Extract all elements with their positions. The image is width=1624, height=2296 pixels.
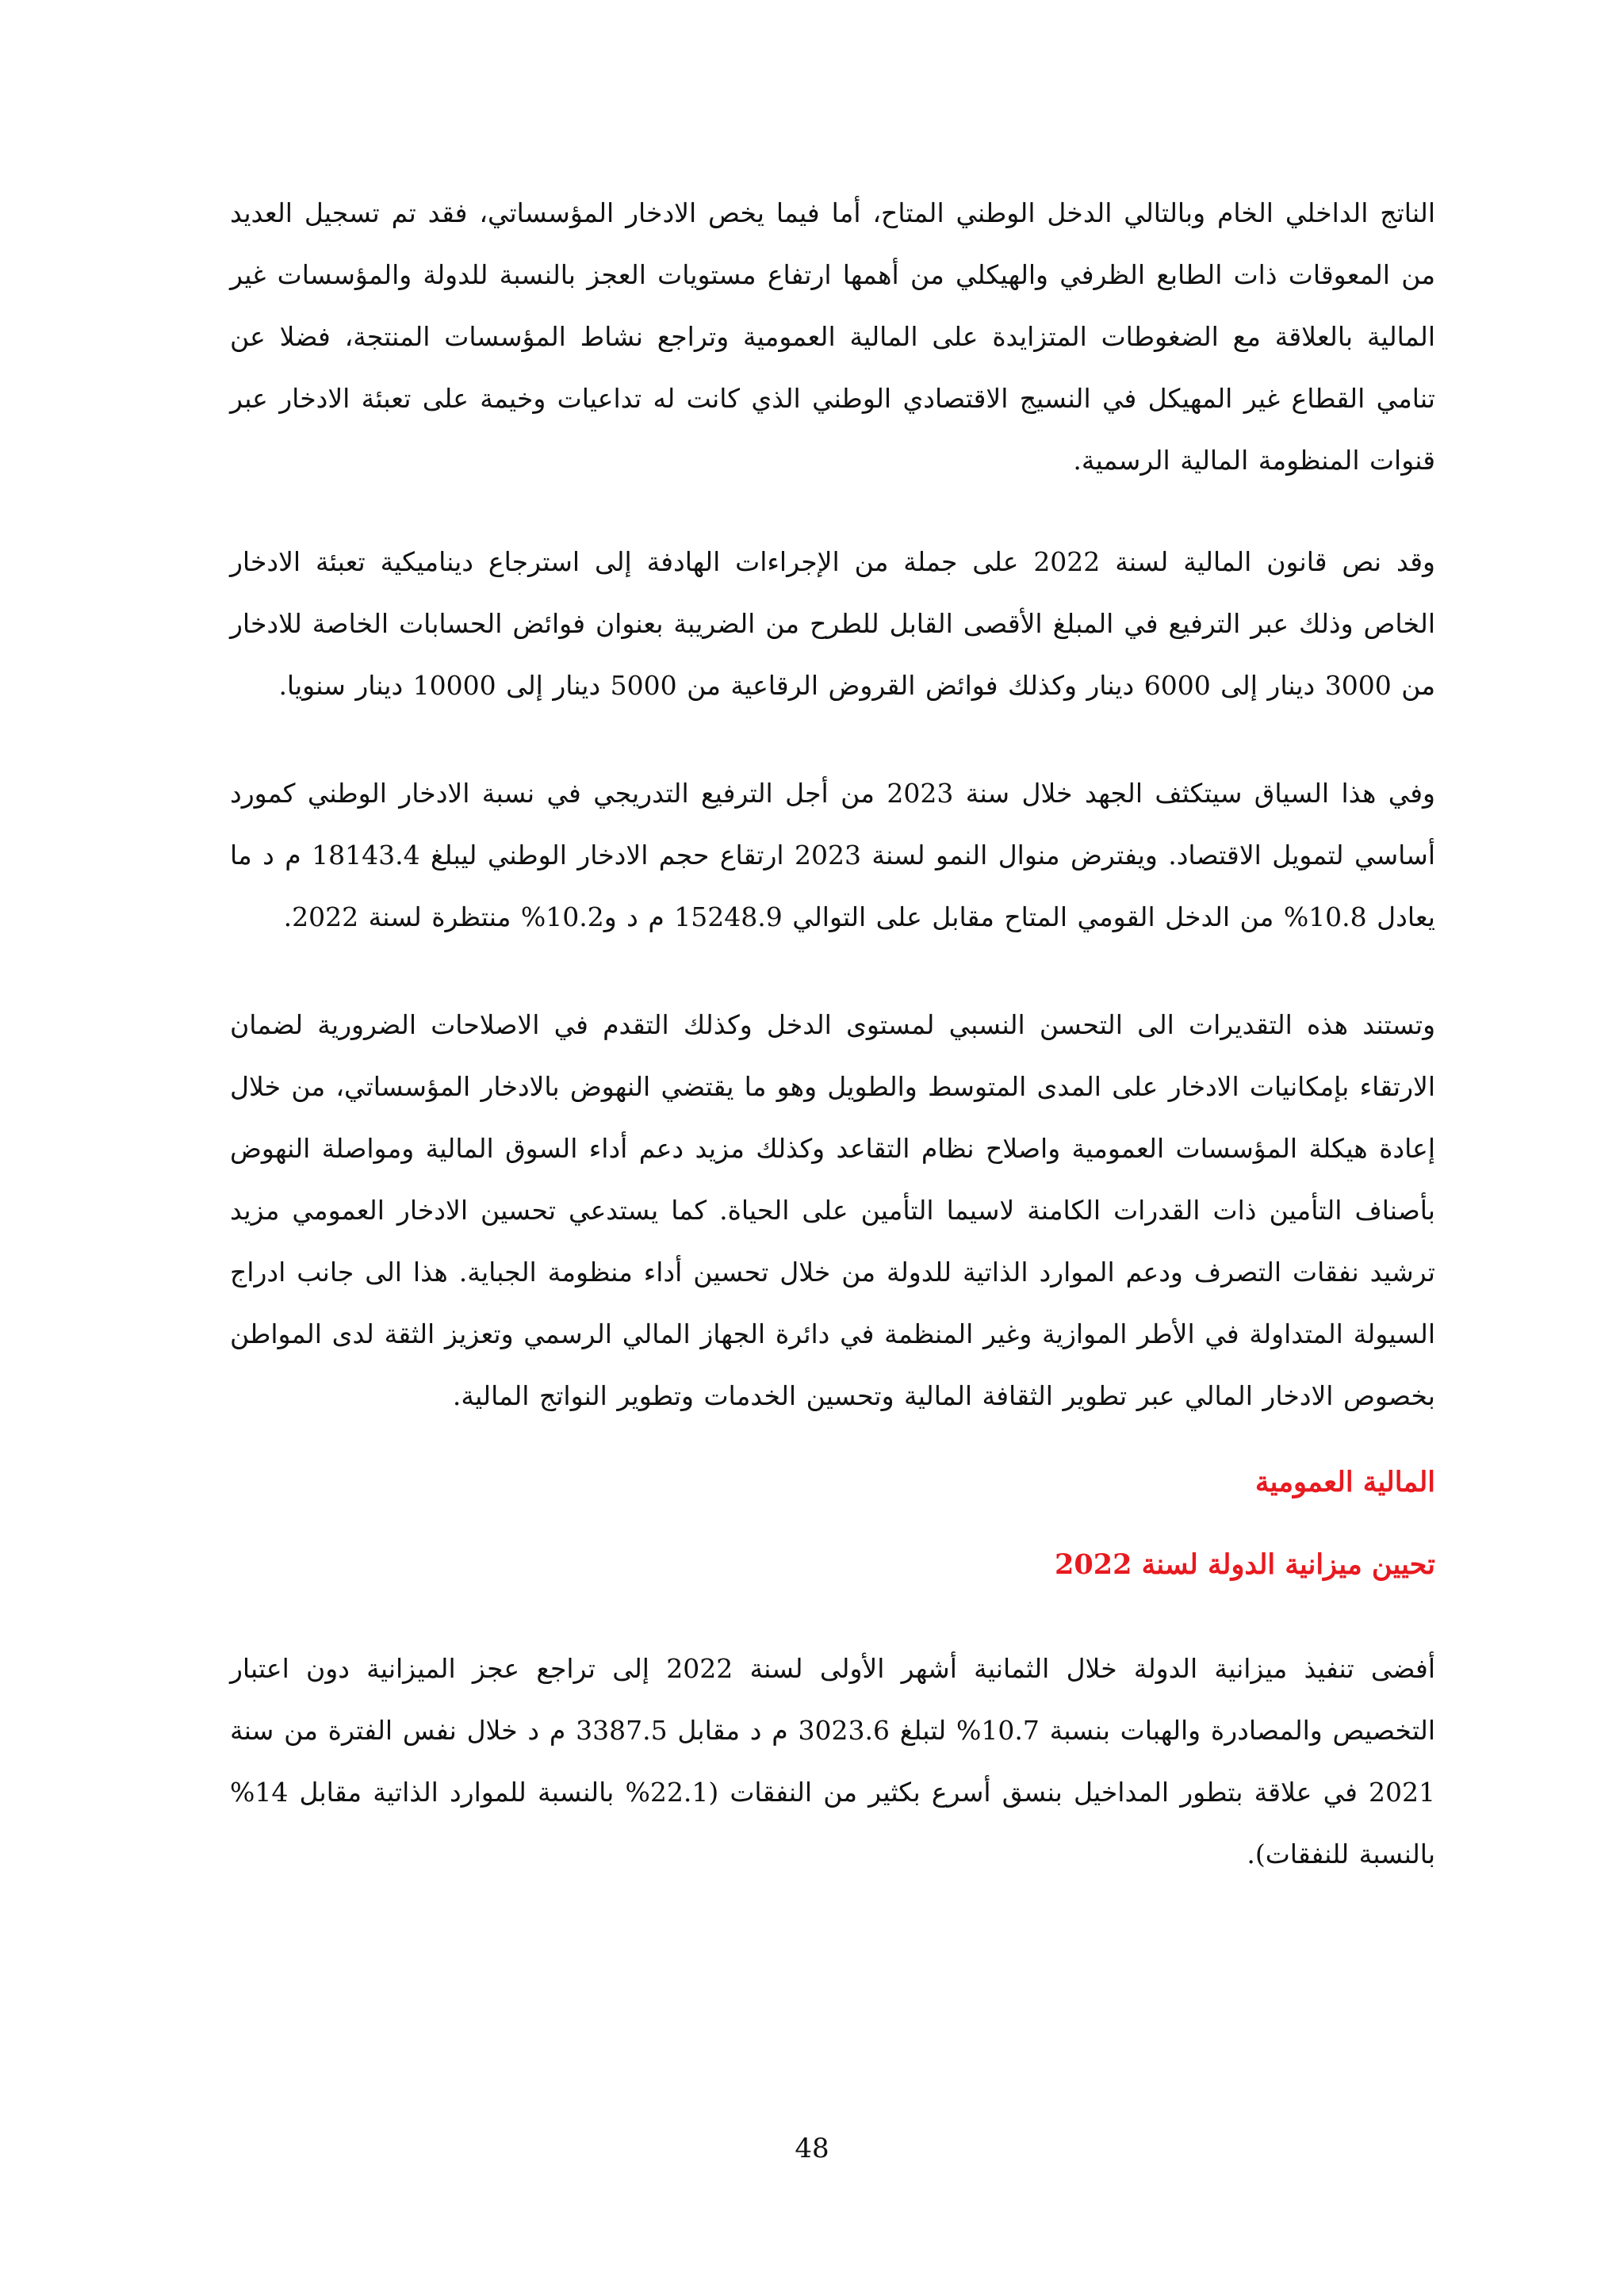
paragraph-reforms: وتستند هذه التقديرات الى التحسن النسبي لمستوى الدخل وكذلك التقدم في الاصلاحات الضرورية لضمان الارتقاء بإمكانيات الادخار على المدى المتوسط والطويل وهو ما يقتضي النهوض بالادخار المؤسساتي، من خلال إعادة هيكلة المؤسسات العمومية واصلاح نظام التقاعد وكذلك مزيد دعم أداء السوق المالية ومواصلة النهوض بأصناف التأمين ذات القدرات الكامنة لاسيما التأمين على الحياة. كما يستدعي تحسين الادخار العمومي مزيد ترشيد نفقات التصرف ودعم الموارد الذاتية للدولة من خلال تحسين أداء منظومة الجباية. هذا الى جانب ادراج السيولة المتداولة في الأطر الموازية وغير المنظمة في دائرة الجهاز المالي الرسمي وتعزيز الثقة لدى المواطن بخصوص الادخار المالي عبر تطوير الثقافة المالية وتحسين الخدمات وتطوير النواتج المالية.	[230, 1009, 1435, 1411]
subsection-heading: تحيين ميزانية الدولة لسنة 2022	[1055, 1548, 1435, 1581]
document-page	[230, 182, 1435, 1885]
section-heading: المالية العمومية	[1254, 1466, 1435, 1498]
page-number: 48	[795, 2133, 829, 2164]
paragraph-institutional-savings: الناتج الداخلي الخام وبالتالي الدخل الوطني المتاح، أما فيما يخص الادخار المؤسساتي، فقد تم تسجيل العديد من المعوقات ذات الطابع الظرفي والهيكلي من أهمها ارتفاع مستويات العجز بالنسبة للدولة والمؤسسات غير المالية بالعلاقة مع الضغوطات المتزايدة على المالية العمومية وتراجع نشاط المؤسسات المنتجة، فضلا عن تنامي القطاع غير المهيكل في النسيج الاقتصادي الوطني الذي كانت له تداعيات وخيمة على تعبئة الادخار عبر قنوات المنظومة المالية الرسمية.	[230, 197, 1435, 476]
paragraph-finance-law-2022: وقد نص قانون المالية لسنة 2022 على جملة من الإجراءات الهادفة إلى استرجاع ديناميكية تعبئة الادخار الخاص وذلك عبر الترفيع في المبلغ الأقصى القابل للطرح من الضريبة بعنوان فوائض الحسابات الخاصة للادخار من 3000 دينار إلى 6000 دينار وكذلك فوائض القروض الرقاعية من 5000 دينار إلى 10000 دينار سنويا.	[230, 546, 1435, 701]
paragraph-budget-execution: أفضى تنفيذ ميزانية الدولة خلال الثمانية أشهر الأولى لسنة 2022 إلى تراجع عجز الميزانية دون اعتبار التخصيص والمصادرة والهبات بنسبة 10.7% لتبلغ 3023.6 م د مقابل 3387.5 م د خلال نفس الفترة من سنة 2021 في علاقة بتطور المداخيل بنسق أسرع بكثير من النفقات (22.1% بالنسبة للموارد الذاتية مقابل 14% بالنسبة للنفقات).	[230, 1653, 1436, 1869]
paragraph-national-savings-2023: وفي هذا السياق سيتكثف الجهد خلال سنة 2023 من أجل الترفيع التدريجي في نسبة الادخار الوطني كمورد أساسي لتمويل الاقتصاد. ويفترض منوال النمو لسنة 2023 ارتقاع حجم الادخار الوطني ليبلغ 18143.4 م د ما يعادل 10.8% من الدخل القومي المتاح مقابل على التوالي 15248.9 م د و10.2% منتظرة لسنة 2022.	[230, 778, 1435, 932]
